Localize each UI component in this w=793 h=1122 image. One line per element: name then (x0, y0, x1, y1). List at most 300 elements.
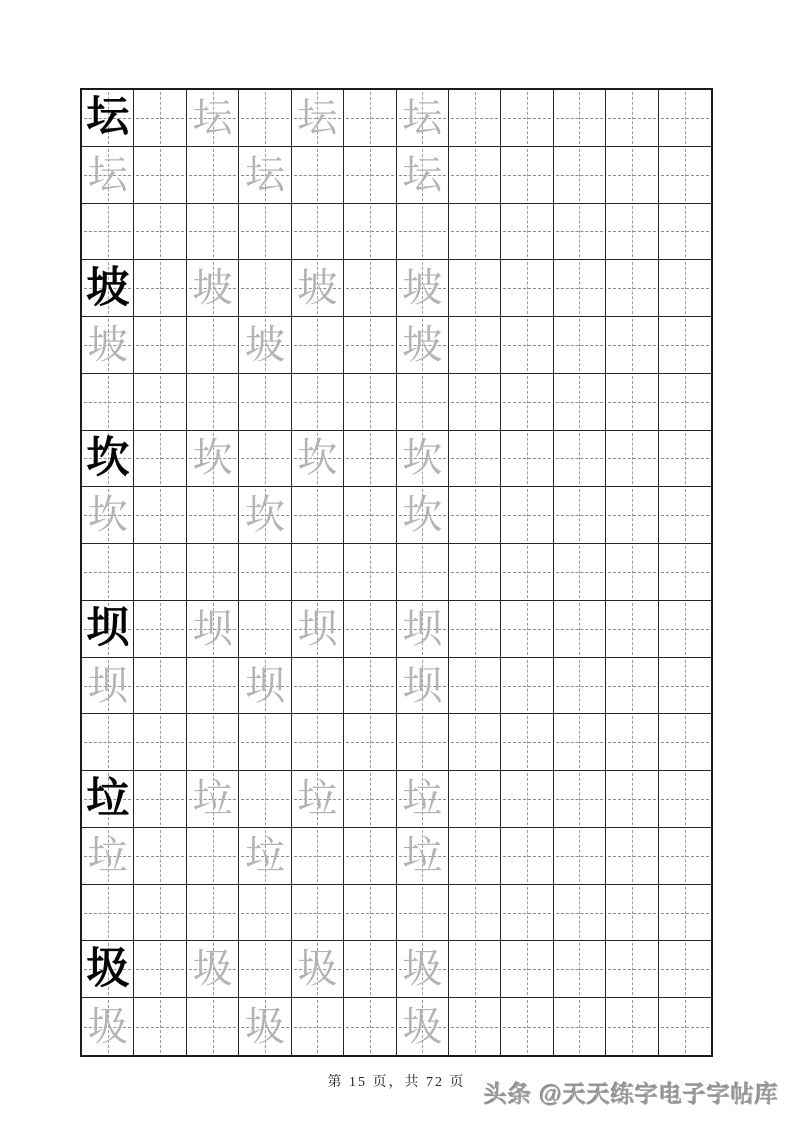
cell-center-vertical-guide (160, 319, 161, 371)
trace-character: 圾 (87, 1003, 128, 1049)
grid-cell (554, 941, 606, 998)
grid-cell (344, 828, 396, 885)
cell-center-vertical-guide (632, 887, 633, 939)
grid-cell (659, 941, 711, 998)
cell-center-vertical-guide (265, 546, 266, 598)
cell-center-vertical-guide (265, 603, 266, 655)
cell-center-vertical-guide (527, 92, 528, 144)
grid-cell (554, 828, 606, 885)
grid-cell (501, 260, 553, 317)
grid-cell (134, 941, 186, 998)
trace-character: 垃 (87, 832, 128, 878)
grid-cell (449, 374, 501, 431)
cell-center-vertical-guide (685, 1000, 686, 1053)
grid-cell (606, 90, 658, 147)
cell-center-vertical-guide (317, 206, 318, 258)
grid-cell (82, 828, 134, 885)
grid-cell (554, 147, 606, 204)
cell-center-vertical-guide (475, 830, 476, 882)
grid-cell (292, 317, 344, 374)
grid-cell (82, 90, 134, 147)
trace-character: 坡 (192, 265, 233, 311)
cell-center-vertical-guide (475, 603, 476, 655)
grid-cell (659, 260, 711, 317)
trace-character: 坡 (244, 321, 285, 367)
cell-center-vertical-guide (160, 546, 161, 598)
grid-cell (659, 147, 711, 204)
cell-center-vertical-guide (685, 319, 686, 371)
cell-center-vertical-guide (475, 206, 476, 258)
grid-cell (344, 885, 396, 942)
grid-cell (554, 90, 606, 147)
cell-center-vertical-guide (317, 716, 318, 768)
grid-cell (606, 317, 658, 374)
grid-cell (134, 544, 186, 601)
cell-center-vertical-guide (685, 206, 686, 258)
cell-center-vertical-guide (579, 830, 580, 882)
grid-cell (239, 828, 291, 885)
cell-center-vertical-guide (632, 92, 633, 144)
grid-cell (187, 544, 239, 601)
cell-center-vertical-guide (685, 716, 686, 768)
grid-cell (134, 260, 186, 317)
grid-cell (239, 941, 291, 998)
cell-center-vertical-guide (370, 376, 371, 428)
cell-center-vertical-guide (265, 376, 266, 428)
grid-cell (292, 998, 344, 1055)
cell-center-vertical-guide (370, 546, 371, 598)
cell-center-vertical-guide (475, 92, 476, 144)
grid-cell (397, 601, 449, 658)
grid-cell (449, 90, 501, 147)
grid-cell (449, 714, 501, 771)
trace-character: 坎 (192, 435, 233, 481)
grid-cell (239, 431, 291, 488)
grid-cell (659, 998, 711, 1055)
trace-character: 坎 (402, 435, 443, 481)
grid-cell (501, 601, 553, 658)
grid-cell (501, 317, 553, 374)
trace-character: 坝 (87, 662, 128, 708)
cell-center-vertical-guide (685, 603, 686, 655)
grid-cell (554, 431, 606, 488)
cell-center-vertical-guide (265, 262, 266, 314)
grid-cell (82, 658, 134, 715)
trace-character: 坛 (402, 94, 443, 140)
grid-cell (606, 487, 658, 544)
cell-center-vertical-guide (579, 887, 580, 939)
grid-cell (554, 317, 606, 374)
cell-center-vertical-guide (685, 92, 686, 144)
grid-cell (397, 317, 449, 374)
cell-center-vertical-guide (475, 773, 476, 825)
cell-center-vertical-guide (422, 206, 423, 258)
grid-cell (134, 487, 186, 544)
cell-center-vertical-guide (579, 943, 580, 995)
trace-character: 垃 (244, 832, 285, 878)
cell-center-vertical-guide (317, 376, 318, 428)
grid-cell (449, 260, 501, 317)
grid-cell (606, 714, 658, 771)
grid-cell (606, 998, 658, 1055)
cell-center-vertical-guide (475, 376, 476, 428)
grid-cell (187, 374, 239, 431)
grid-cell (659, 828, 711, 885)
cell-center-vertical-guide (527, 603, 528, 655)
grid-cell (397, 658, 449, 715)
grid-cell (606, 828, 658, 885)
grid-cell (134, 204, 186, 261)
grid-cell (606, 544, 658, 601)
grid-cell (554, 487, 606, 544)
grid-cell (239, 147, 291, 204)
grid-cell (554, 260, 606, 317)
grid-cell (344, 998, 396, 1055)
cell-center-vertical-guide (527, 1000, 528, 1053)
grid-cell (659, 544, 711, 601)
grid-cell (292, 374, 344, 431)
trace-character: 坎 (402, 492, 443, 538)
grid-cell (82, 544, 134, 601)
grid-cell (134, 374, 186, 431)
cell-center-vertical-guide (475, 887, 476, 939)
cell-center-vertical-guide (160, 943, 161, 995)
grid-cell (449, 885, 501, 942)
trace-character: 坛 (244, 151, 285, 197)
cell-center-vertical-guide (213, 319, 214, 371)
cell-center-vertical-guide (160, 1000, 161, 1053)
grid-cell (344, 544, 396, 601)
grid-cell (292, 147, 344, 204)
grid-cell (659, 374, 711, 431)
model-character: 坝 (86, 605, 130, 653)
cell-center-vertical-guide (632, 262, 633, 314)
grid-cell (134, 90, 186, 147)
practice-grid (80, 88, 713, 1057)
grid-cell (606, 374, 658, 431)
grid-cell (501, 487, 553, 544)
cell-center-vertical-guide (265, 887, 266, 939)
cell-center-vertical-guide (370, 830, 371, 882)
trace-character: 垃 (402, 832, 443, 878)
cell-center-vertical-guide (213, 660, 214, 712)
cell-center-vertical-guide (475, 262, 476, 314)
grid-cell (82, 601, 134, 658)
cell-center-vertical-guide (632, 943, 633, 995)
grid-cell (187, 601, 239, 658)
cell-center-vertical-guide (317, 546, 318, 598)
trace-character: 坡 (402, 321, 443, 367)
cell-center-vertical-guide (685, 546, 686, 598)
grid-cell (449, 147, 501, 204)
grid-cell (554, 771, 606, 828)
cell-center-vertical-guide (370, 773, 371, 825)
cell-center-vertical-guide (632, 660, 633, 712)
cell-center-vertical-guide (475, 660, 476, 712)
grid-cell (82, 714, 134, 771)
grid-cell (554, 885, 606, 942)
grid-cell (501, 544, 553, 601)
grid-cell (397, 147, 449, 204)
grid-cell (292, 204, 344, 261)
cell-center-vertical-guide (160, 716, 161, 768)
grid-cell (134, 998, 186, 1055)
cell-center-vertical-guide (422, 716, 423, 768)
grid-cell (82, 998, 134, 1055)
grid-cell (187, 658, 239, 715)
grid-cell (501, 658, 553, 715)
grid-cell (449, 601, 501, 658)
cell-center-vertical-guide (579, 546, 580, 598)
cell-center-vertical-guide (213, 206, 214, 258)
cell-center-vertical-guide (579, 603, 580, 655)
grid-cell (659, 204, 711, 261)
cell-center-vertical-guide (579, 92, 580, 144)
grid-cell (554, 998, 606, 1055)
grid-cell (344, 90, 396, 147)
cell-center-vertical-guide (160, 206, 161, 258)
grid-cell (554, 204, 606, 261)
grid-cell (606, 260, 658, 317)
cell-center-vertical-guide (685, 830, 686, 882)
grid-cell (187, 941, 239, 998)
cell-center-vertical-guide (108, 546, 109, 598)
grid-cell (501, 714, 553, 771)
grid-cell (344, 147, 396, 204)
grid-cell (239, 374, 291, 431)
grid-cell (187, 998, 239, 1055)
cell-center-vertical-guide (265, 92, 266, 144)
grid-cell (449, 771, 501, 828)
cell-center-vertical-guide (160, 887, 161, 939)
cell-center-vertical-guide (579, 319, 580, 371)
grid-cell (187, 885, 239, 942)
cell-center-vertical-guide (160, 433, 161, 485)
cell-center-vertical-guide (317, 1000, 318, 1053)
cell-center-vertical-guide (370, 660, 371, 712)
cell-center-vertical-guide (160, 603, 161, 655)
cell-center-vertical-guide (265, 206, 266, 258)
trace-character: 坛 (402, 151, 443, 197)
grid-cell (82, 941, 134, 998)
grid-cell (344, 714, 396, 771)
cell-center-vertical-guide (685, 943, 686, 995)
trace-character: 坝 (402, 605, 443, 651)
grid-cell (606, 431, 658, 488)
grid-cell (344, 204, 396, 261)
trace-character: 坝 (244, 662, 285, 708)
grid-cell (187, 90, 239, 147)
trace-character: 坛 (87, 151, 128, 197)
trace-character: 垃 (402, 776, 443, 822)
model-character: 垃 (86, 775, 130, 823)
cell-center-vertical-guide (579, 433, 580, 485)
cell-center-vertical-guide (370, 887, 371, 939)
grid-cell (134, 828, 186, 885)
cell-center-vertical-guide (160, 149, 161, 201)
grid-cell (239, 260, 291, 317)
grid-cell (606, 204, 658, 261)
cell-center-vertical-guide (265, 773, 266, 825)
grid-cell (239, 771, 291, 828)
trace-character: 坡 (297, 265, 338, 311)
grid-cell (397, 260, 449, 317)
grid-cell (82, 260, 134, 317)
grid-cell (292, 90, 344, 147)
grid-cell (501, 431, 553, 488)
grid-cell (292, 601, 344, 658)
cell-center-vertical-guide (685, 376, 686, 428)
grid-cell (82, 147, 134, 204)
grid-cell (292, 885, 344, 942)
grid-cell (344, 941, 396, 998)
cell-center-vertical-guide (317, 319, 318, 371)
cell-center-vertical-guide (370, 489, 371, 541)
cell-center-vertical-guide (527, 660, 528, 712)
grid-cell (239, 658, 291, 715)
trace-character: 坡 (402, 265, 443, 311)
grid-cell (239, 204, 291, 261)
trace-character: 圾 (402, 946, 443, 992)
cell-center-vertical-guide (475, 319, 476, 371)
grid-cell (239, 487, 291, 544)
grid-cell (187, 204, 239, 261)
grid-cell (187, 431, 239, 488)
trace-character: 垃 (192, 776, 233, 822)
grid-cell (397, 487, 449, 544)
grid-cell (501, 998, 553, 1055)
cell-center-vertical-guide (685, 660, 686, 712)
cell-center-vertical-guide (422, 376, 423, 428)
grid-cell (659, 317, 711, 374)
cell-center-vertical-guide (685, 149, 686, 201)
cell-center-vertical-guide (527, 546, 528, 598)
grid-cell (239, 317, 291, 374)
cell-center-vertical-guide (370, 603, 371, 655)
trace-character: 坡 (87, 321, 128, 367)
grid-cell (292, 260, 344, 317)
grid-cell (659, 658, 711, 715)
grid-cell (449, 941, 501, 998)
cell-center-vertical-guide (632, 376, 633, 428)
cell-center-vertical-guide (108, 887, 109, 939)
cell-center-vertical-guide (527, 830, 528, 882)
grid-cell (134, 771, 186, 828)
grid-cell (134, 601, 186, 658)
trace-character: 坝 (402, 662, 443, 708)
cell-center-vertical-guide (632, 546, 633, 598)
grid-cell (449, 544, 501, 601)
cell-center-vertical-guide (370, 433, 371, 485)
grid-cell (292, 487, 344, 544)
cell-center-vertical-guide (213, 149, 214, 201)
cell-center-vertical-guide (265, 943, 266, 995)
cell-center-vertical-guide (579, 1000, 580, 1053)
trace-character: 坝 (297, 605, 338, 651)
grid-cell (344, 431, 396, 488)
grid-cell (501, 828, 553, 885)
cell-center-vertical-guide (213, 830, 214, 882)
grid-cell (397, 771, 449, 828)
cell-center-vertical-guide (527, 319, 528, 371)
cell-center-vertical-guide (527, 149, 528, 201)
grid-cell (501, 147, 553, 204)
cell-center-vertical-guide (213, 1000, 214, 1053)
grid-cell (187, 260, 239, 317)
grid-cell (397, 714, 449, 771)
grid-cell (134, 658, 186, 715)
grid-cell (449, 204, 501, 261)
grid-cell (397, 431, 449, 488)
cell-center-vertical-guide (370, 92, 371, 144)
cell-center-vertical-guide (265, 716, 266, 768)
cell-center-vertical-guide (370, 943, 371, 995)
cell-center-vertical-guide (213, 546, 214, 598)
cell-center-vertical-guide (632, 716, 633, 768)
cell-center-vertical-guide (632, 603, 633, 655)
cell-center-vertical-guide (685, 262, 686, 314)
cell-center-vertical-guide (475, 1000, 476, 1053)
cell-center-vertical-guide (108, 716, 109, 768)
grid-cell (659, 487, 711, 544)
grid-cell (82, 487, 134, 544)
grid-cell (554, 544, 606, 601)
grid-cell (292, 714, 344, 771)
cell-center-vertical-guide (317, 887, 318, 939)
cell-center-vertical-guide (213, 489, 214, 541)
grid-cell (134, 317, 186, 374)
trace-character: 圾 (297, 946, 338, 992)
cell-center-vertical-guide (632, 830, 633, 882)
page-number-text: 第 15 页，共 72 页 (327, 1075, 466, 1090)
cell-center-vertical-guide (632, 149, 633, 201)
cell-center-vertical-guide (527, 262, 528, 314)
grid-cell (606, 658, 658, 715)
cell-center-vertical-guide (527, 887, 528, 939)
grid-cell (344, 260, 396, 317)
grid-cell (554, 714, 606, 771)
grid-cell (292, 544, 344, 601)
cell-center-vertical-guide (579, 376, 580, 428)
grid-cell (659, 601, 711, 658)
grid-cell (292, 828, 344, 885)
grid-cell (82, 431, 134, 488)
cell-center-vertical-guide (422, 546, 423, 598)
cell-center-vertical-guide (685, 433, 686, 485)
grid-cell (187, 771, 239, 828)
cell-center-vertical-guide (475, 433, 476, 485)
cell-center-vertical-guide (213, 376, 214, 428)
cell-center-vertical-guide (685, 489, 686, 541)
grid-cell (659, 771, 711, 828)
grid-cell (554, 658, 606, 715)
grid-cell (397, 828, 449, 885)
grid-cell (449, 431, 501, 488)
grid-cell (397, 204, 449, 261)
cell-center-vertical-guide (579, 262, 580, 314)
grid-cell (449, 658, 501, 715)
grid-cell (239, 885, 291, 942)
grid-cell (239, 714, 291, 771)
model-character: 坛 (86, 94, 130, 142)
cell-center-vertical-guide (527, 376, 528, 428)
trace-character: 坎 (87, 492, 128, 538)
cell-center-vertical-guide (632, 773, 633, 825)
cell-center-vertical-guide (527, 716, 528, 768)
cell-center-vertical-guide (370, 206, 371, 258)
grid-cell (397, 998, 449, 1055)
grid-cell (501, 885, 553, 942)
